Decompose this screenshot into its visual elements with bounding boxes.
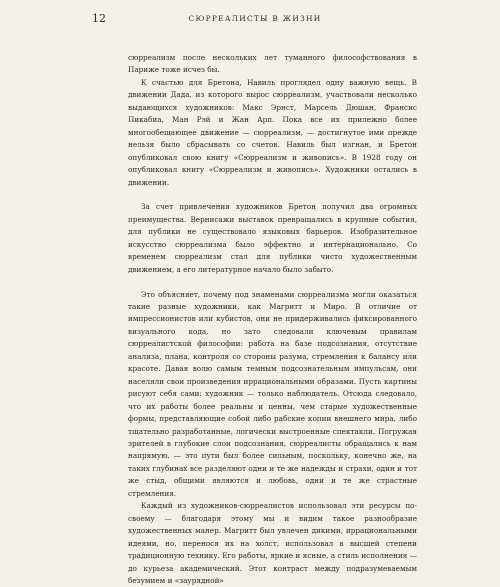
page-number: 12 <box>92 12 106 25</box>
paragraph: За счет привлечения художников Бретон получил два огромных преимущества. Вернисажи выставок превращались в крупные события, для публики не существовало языковых барьеров. Изобразительное искусство сюрреализма было эффектно и интернационально. Со временем сюрреализм стал для публики чисто художественным движением, а его литературное начало было забыто. <box>128 202 417 274</box>
running-title: СЮРРЕАЛИСТЫ В ЖИЗНИ <box>188 14 322 23</box>
paragraph: сюрреализм после нескольких лет туманного философствования в Париже тоже исчез бы. <box>128 53 417 75</box>
paragraph-gap <box>128 189 417 201</box>
paragraph-gap <box>128 276 417 288</box>
paragraph: Это объясняет, почему под знаменами сюрреализма могли оказаться такие разные художники, как Магритт и Миро. В отличие от импрессионистов или кубистов, они не придерживались фиксированного визуального кода, но зато следовали ключевым правилам сюрреалистской философии: работа на базе подсознания, отсутствие анализа, плана, контроля со стороны разума, стремления к балансу или красоте. Давая волю самым темным подсознательным импульсам, они населяли свои произведения иррациональными образами. Пусть картины рисуют себя сами: художник — только наблюдатель. Отсюда следовало, что их работы более реальны и ценны, чем старые художественные формы, представляющие собой либо рабские копии внешнего мира, либо тщательно разработанные, логически выстроенные спектакли. Погружая зрителей в глубокие слои подсознания, сюрреалисты обращались к нам напрямую, — это пути был более сильным, поскольку, конечно же, на таких глубинах все разделяют одни и те же надежды и страхи, один и тот же стыд, общими являются и любовь, одни и те же страстные стремления. <box>128 289 417 498</box>
paragraph: К счастью для Бретона, Навиль проглядел одну важную вещь. В движении Дада, из которого вырос сюрреализм, участвовали несколько выдающихся художников: Макс Эрнст, Марсель Дюшан, Франсис Пикабиа, Ман Рэй и Жан Арп. Пока все их прилежно более многообещающее движение — сюрреализм, — достигнутое ими прежде нельзя было сбрасывать со счетов. Навиль был изгнан, и Бретон опубликовал свою книгу «Сюрреализм и живопись». В 1928 году он опубликовал книгу «Сюрреализм и живопись». Художники остались в движении. <box>128 77 417 187</box>
page-header <box>92 12 418 26</box>
paragraph: Каждый из художников-сюрреалистов использовал эти ресурсы по-своему — благодаря этому мы и видим такое разнообразие художественных манер. Магритт был увлечен дикими, иррациональными идеями, но, перенося их на холст, использовал в высшей степени традиционную технику. Его работы, яркие и ясные, а стиль исполнения — до курьеза академический. Этот контраст между подразумеваемым безумием и «заурядной» <box>128 501 417 585</box>
body-text <box>128 52 417 587</box>
